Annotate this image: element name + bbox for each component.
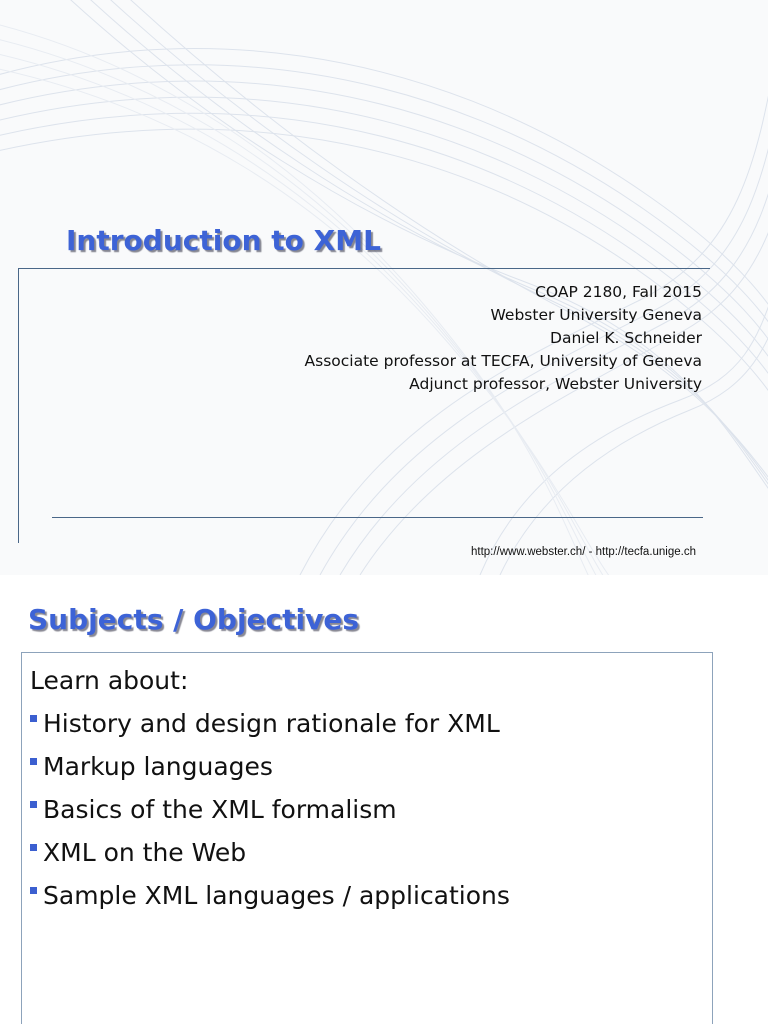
list-item	[30, 788, 510, 831]
square-bullet-icon	[30, 801, 37, 808]
institution: Webster University Geneva	[490, 306, 702, 324]
list-item	[30, 702, 510, 745]
content-box	[21, 652, 713, 1024]
square-bullet-icon	[30, 844, 37, 851]
list-item-text: XML on the Web	[43, 838, 247, 867]
list-item	[30, 874, 510, 917]
author-role-1: Associate professor at TECFA, University of Geneva	[304, 352, 702, 370]
frame-bottom-line	[52, 517, 703, 518]
square-bullet-icon	[30, 758, 37, 765]
list-item-text: Basics of the XML formalism	[43, 795, 397, 824]
course-code: COAP 2180, Fall 2015	[535, 283, 702, 301]
square-bullet-icon	[30, 887, 37, 894]
course-info	[305, 281, 702, 396]
square-bullet-icon	[30, 715, 37, 722]
list-item-text: Sample XML languages / applications	[43, 881, 510, 910]
slide-title: Introduction to XML	[66, 224, 381, 257]
frame-top-line	[18, 268, 710, 269]
frame-left-line	[18, 268, 19, 543]
list-item-text: Markup languages	[43, 752, 273, 781]
slide-title: Subjects / Objectives	[28, 603, 360, 636]
list-item-text: History and design rationale for XML	[43, 709, 500, 738]
list-item	[30, 831, 510, 874]
content-text	[30, 659, 510, 917]
list-item	[30, 745, 510, 788]
footer-url: http://www.webster.ch/ - http://tecfa.unige.ch	[470, 546, 696, 558]
author-name: Daniel K. Schneider	[550, 329, 702, 347]
author-role-2: Adjunct professor, Webster University	[409, 375, 702, 393]
objectives-slide	[0, 575, 768, 1024]
intro-text: Learn about:	[30, 666, 189, 695]
